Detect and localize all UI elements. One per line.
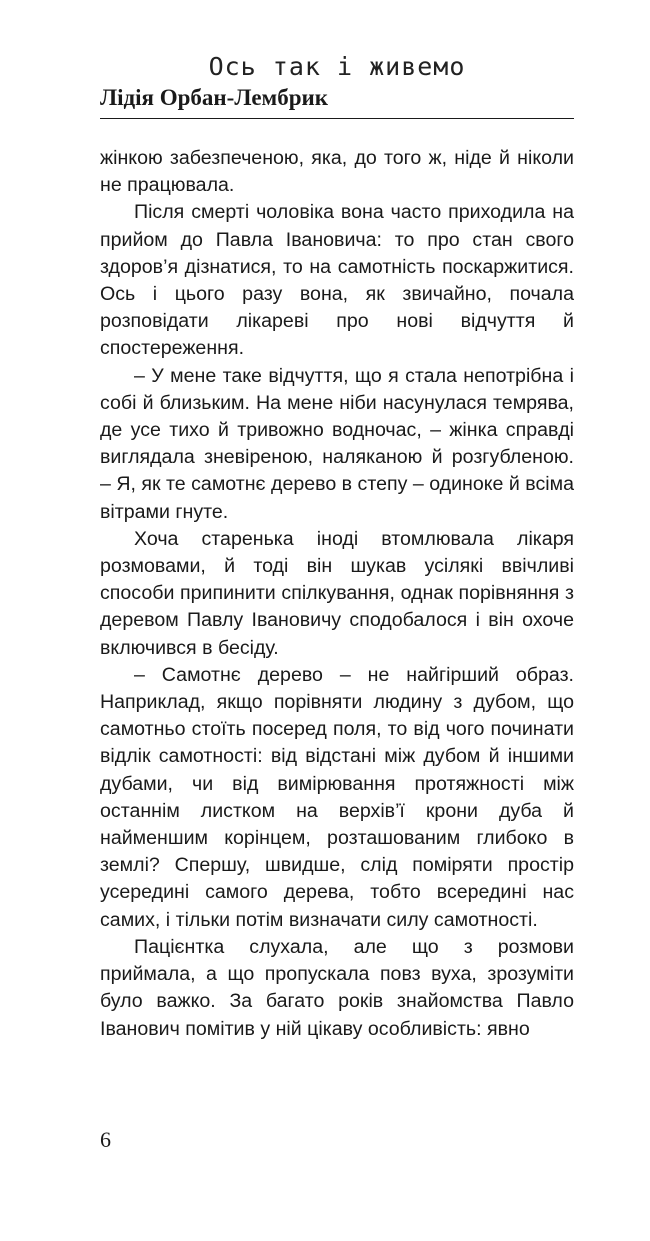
paragraph-3: – У мене таке відчуття, що я стала непотрібна і собі й близьким. На мене ніби насунулася темрява, де усе тихо й тривожно водночас, – жінка справді виглядала зневіреною, наляканою й розгубленою. – Я, як те самотнє дерево в степу – одиноке й всіма вітрами гнуте. bbox=[100, 364, 574, 523]
running-title: Ось так і живемо bbox=[208, 52, 466, 81]
body-text bbox=[100, 145, 574, 1043]
paragraph-5: – Самотнє дерево – не найгірший образ. Наприклад, якщо порівняти людину з дубом, що самотньо стоїть посеред поля, то від чого починати відлік самотності: від відстані між дубом й іншими дубами, чи від вимірювання протяжності між останнім листком на верхів’ї крони дуба й найменшим корінцем, розташованим глибоко в землі? Спершу, швидше, слід поміряти простір усередині самого дерева, тобто всередині нас самих, і тільки потім визначати силу самотності. bbox=[100, 663, 574, 931]
header-divider bbox=[100, 118, 574, 119]
page-number: 6 bbox=[100, 1127, 111, 1152]
paragraph-6: Пацієнтка слухала, але що з розмови приймала, а що пропускала повз вуха, зрозуміти було важко. За багато років знайомства Павло Іванович помітив у ній цікаву особливість: явно bbox=[100, 935, 574, 1040]
paragraph-4: Хоча старенька іноді втомлювала лікаря розмовами, й тоді він шукав усілякі ввічливі способи припинити спілкування, однак порівняння з деревом Павлу Івановичу сподобалося і він охоче включився в бесіду. bbox=[100, 527, 574, 659]
running-author: Лідія Орбан-Лембрик bbox=[100, 85, 328, 110]
paragraph-2: Після смерті чоловіка вона часто приходила на прийом до Павла Івановича: то про стан свого здоров’я дізнатися, то на самотність поскаржитися. Ось і цього разу вона, як звичайно, почала розповідати лікареві про нові відчуття й спостереження. bbox=[100, 201, 574, 360]
paragraph-1: жінкою забезпеченою, яка, до того ж, ніде й ніколи не працювала. bbox=[100, 147, 574, 197]
